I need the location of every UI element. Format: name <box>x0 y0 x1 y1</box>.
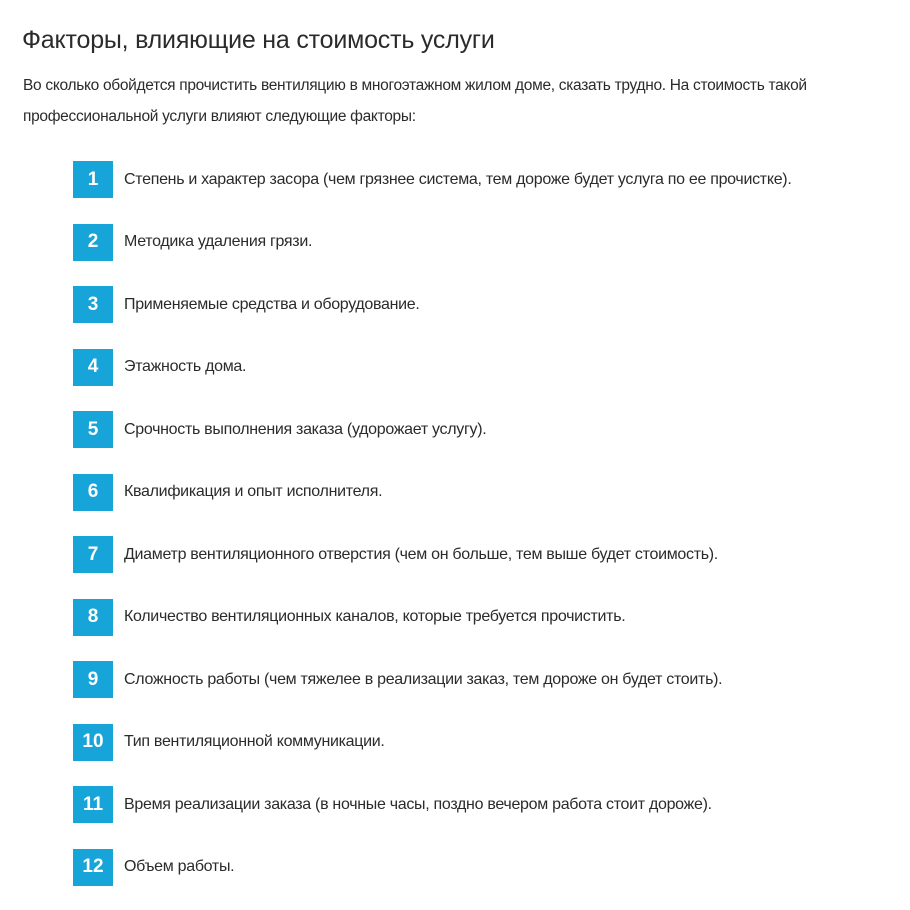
intro-paragraph: Во сколько обойдется прочистить вентиляцию в многоэтажном жилом доме, сказать трудно. На стоимость такой профессиональной услуги влияют следующие факторы: <box>23 77 807 125</box>
list-item <box>73 848 791 887</box>
number-badge: 3 <box>73 286 113 323</box>
factor-text: Сложность работы (чем тяжелее в реализации заказ, тем дороже он будет стоить). <box>124 670 723 688</box>
factor-text: Количество вентиляционных каналов, которые требуется прочистить. <box>124 608 626 625</box>
list-item <box>73 785 791 824</box>
list-item <box>73 223 791 262</box>
number-badge: 1 <box>73 161 113 198</box>
list-item <box>73 535 791 574</box>
factor-text: Применяемые средства и оборудование. <box>124 295 420 313</box>
number-badge: 6 <box>73 474 113 511</box>
factor-text: Время реализации заказа (в ночные часы, поздно вечером работа стоит дороже). <box>124 795 712 813</box>
number-badge: 4 <box>73 349 113 386</box>
list-item <box>73 723 791 762</box>
number-badge: 10 <box>73 724 113 761</box>
factor-text: Этажность дома. <box>124 358 247 375</box>
factor-text: Объем работы. <box>124 858 235 875</box>
list-item <box>73 285 791 324</box>
factor-text: Степень и характер засора (чем грязнее система, тем дороже будет услуга по ее прочистке). <box>124 170 792 188</box>
factor-text: Срочность выполнения заказа (удорожает услугу). <box>124 420 487 438</box>
list-item <box>73 598 791 637</box>
list-item <box>73 160 791 199</box>
list-item <box>73 348 791 387</box>
number-badge: 7 <box>73 536 113 573</box>
list-item <box>73 660 791 699</box>
factor-list <box>73 160 791 910</box>
number-badge: 2 <box>73 224 113 261</box>
page-title: Факторы, влияющие на стоимость услуги <box>22 26 495 54</box>
number-badge: 5 <box>73 411 113 448</box>
number-badge: 8 <box>73 599 113 636</box>
number-badge: 9 <box>73 661 113 698</box>
factor-text: Тип вентиляционной коммуникации. <box>124 733 385 750</box>
factor-text: Методика удаления грязи. <box>124 233 313 250</box>
list-item <box>73 410 791 449</box>
number-badge: 11 <box>73 786 113 823</box>
factor-text: Диаметр вентиляционного отверстия (чем он больше, тем выше будет стоимость). <box>124 545 718 563</box>
number-badge: 12 <box>73 849 113 886</box>
factor-text: Квалификация и опыт исполнителя. <box>124 483 383 500</box>
list-item <box>73 473 791 512</box>
